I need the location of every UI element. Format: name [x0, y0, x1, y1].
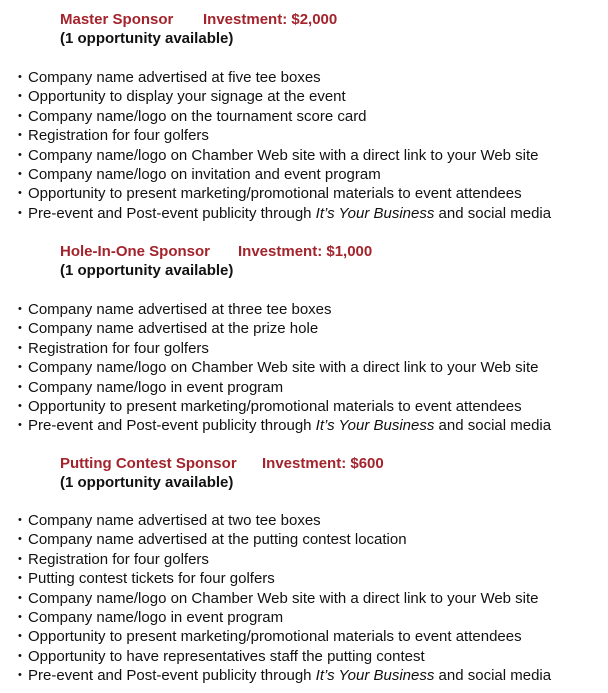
benefit-text: Company name advertised at five tee boxes — [28, 69, 321, 86]
bullet-icon: • — [18, 400, 22, 413]
publication-name: It’s Your Business — [315, 667, 435, 685]
sponsor-heading — [60, 10, 608, 29]
master-sponsor-section — [0, 10, 608, 223]
bullet-icon: • — [18, 533, 22, 546]
benefit-text: Opportunity to present marketing/promotional materials to event attendees — [28, 398, 522, 416]
publication-name: It’s Your Business — [315, 204, 435, 222]
sponsor-availability: (1 opportunity available) — [60, 474, 234, 491]
benefit-text: Opportunity to have representatives staff the putting contest — [28, 647, 425, 665]
benefit-text: Company name advertised at two tee boxes — [28, 512, 321, 529]
bullet-icon: • — [18, 611, 22, 624]
list-item — [0, 339, 608, 358]
bullet-icon: • — [18, 303, 22, 315]
benefit-text: Opportunity to present marketing/promotional materials to event attendees — [28, 185, 522, 203]
benefit-text: Company name/logo on Chamber Web site with a direct link to your Web site — [28, 146, 539, 164]
bullet-icon: • — [18, 572, 22, 585]
list-item — [0, 666, 608, 685]
list-item — [0, 378, 608, 397]
list-item — [0, 397, 608, 416]
list-item — [0, 358, 608, 377]
bullet-icon: • — [18, 361, 22, 374]
bullet-icon: • — [18, 419, 22, 432]
bullet-icon: • — [18, 90, 22, 103]
benefit-text: Company name/logo in event program — [28, 378, 284, 396]
benefit-list — [0, 511, 608, 686]
bullet-icon: • — [18, 168, 22, 181]
benefit-list — [0, 300, 608, 436]
list-item — [0, 300, 608, 319]
bullet-icon: • — [18, 71, 22, 83]
list-item — [0, 126, 608, 145]
list-item — [0, 165, 608, 184]
sponsor-investment: Investment: $2,000 — [203, 11, 338, 28]
publication-name: It’s Your Business — [315, 417, 435, 435]
sponsor-title: Putting Contest Sponsor — [60, 455, 237, 472]
list-item — [0, 550, 608, 569]
bullet-icon: • — [18, 591, 22, 604]
list-item — [0, 627, 608, 646]
benefit-text: Opportunity to display your signage at the event — [28, 88, 346, 106]
list-item — [0, 416, 608, 435]
bullet-icon: • — [18, 630, 22, 643]
sponsor-heading — [60, 454, 608, 473]
sponsor-availability: (1 opportunity available) — [60, 30, 234, 47]
bullet-icon: • — [18, 552, 22, 565]
list-item — [0, 87, 608, 106]
bullet-icon: • — [18, 206, 22, 219]
benefit-text: Registration for four golfers — [28, 550, 209, 568]
benefit-text: Registration for four golfers — [28, 339, 209, 357]
list-item — [0, 319, 608, 338]
sponsor-heading — [60, 242, 608, 261]
publicity-text: Pre-event and Post-event publicity through — [28, 204, 316, 222]
benefit-text: Company name/logo on Chamber Web site with a direct link to your Web site — [28, 589, 539, 607]
hole-in-one-sponsor-section — [0, 242, 608, 436]
bullet-icon: • — [18, 129, 22, 142]
benefit-text: Registration for four golfers — [28, 127, 209, 145]
benefit-text: Company name/logo on invitation and event program — [28, 166, 381, 184]
list-item — [0, 647, 608, 666]
bullet-icon: • — [18, 322, 22, 335]
sponsor-availability: (1 opportunity available) — [60, 262, 234, 279]
bullet-icon: • — [18, 669, 22, 682]
list-item — [0, 589, 608, 608]
publicity-text: Pre-event and Post-event publicity through — [28, 667, 316, 685]
list-item — [0, 184, 608, 203]
list-item — [0, 204, 608, 223]
sponsor-investment: Investment: $600 — [262, 455, 384, 472]
sponsor-title: Master Sponsor — [60, 11, 174, 28]
list-item — [0, 68, 608, 87]
list-item — [0, 511, 608, 530]
publicity-text-end: and social media — [434, 667, 552, 685]
list-item — [0, 530, 608, 549]
bullet-icon: • — [18, 380, 22, 393]
benefit-text: Company name/logo in event program — [28, 609, 284, 627]
publicity-text-end: and social media — [434, 204, 552, 222]
benefit-text: Company name advertised at three tee boxes — [28, 301, 332, 318]
benefit-list — [0, 68, 608, 223]
sponsor-investment: Investment: $1,000 — [238, 243, 373, 260]
bullet-icon: • — [18, 109, 22, 122]
benefit-text: Company name advertised at the prize hole — [28, 320, 319, 338]
bullet-icon: • — [18, 148, 22, 161]
list-item — [0, 146, 608, 165]
list-item — [0, 107, 608, 126]
benefit-text: Company name advertised at the putting contest location — [28, 531, 407, 549]
bullet-icon: • — [18, 341, 22, 354]
publicity-text-end: and social media — [434, 417, 552, 435]
benefit-text: Putting contest tickets for four golfers — [28, 570, 275, 588]
putting-contest-sponsor-section — [0, 454, 608, 686]
list-item — [0, 569, 608, 588]
bullet-icon: • — [18, 514, 22, 526]
benefit-text: Company name/logo on Chamber Web site with a direct link to your Web site — [28, 359, 539, 377]
sponsor-title: Hole-In-One Sponsor — [60, 243, 210, 260]
bullet-icon: • — [18, 187, 22, 200]
publicity-text: Pre-event and Post-event publicity through — [28, 417, 316, 435]
list-item — [0, 608, 608, 627]
benefit-text: Opportunity to present marketing/promotional materials to event attendees — [28, 628, 522, 646]
benefit-text: Company name/logo on the tournament score card — [28, 107, 367, 125]
bullet-icon: • — [18, 649, 22, 662]
